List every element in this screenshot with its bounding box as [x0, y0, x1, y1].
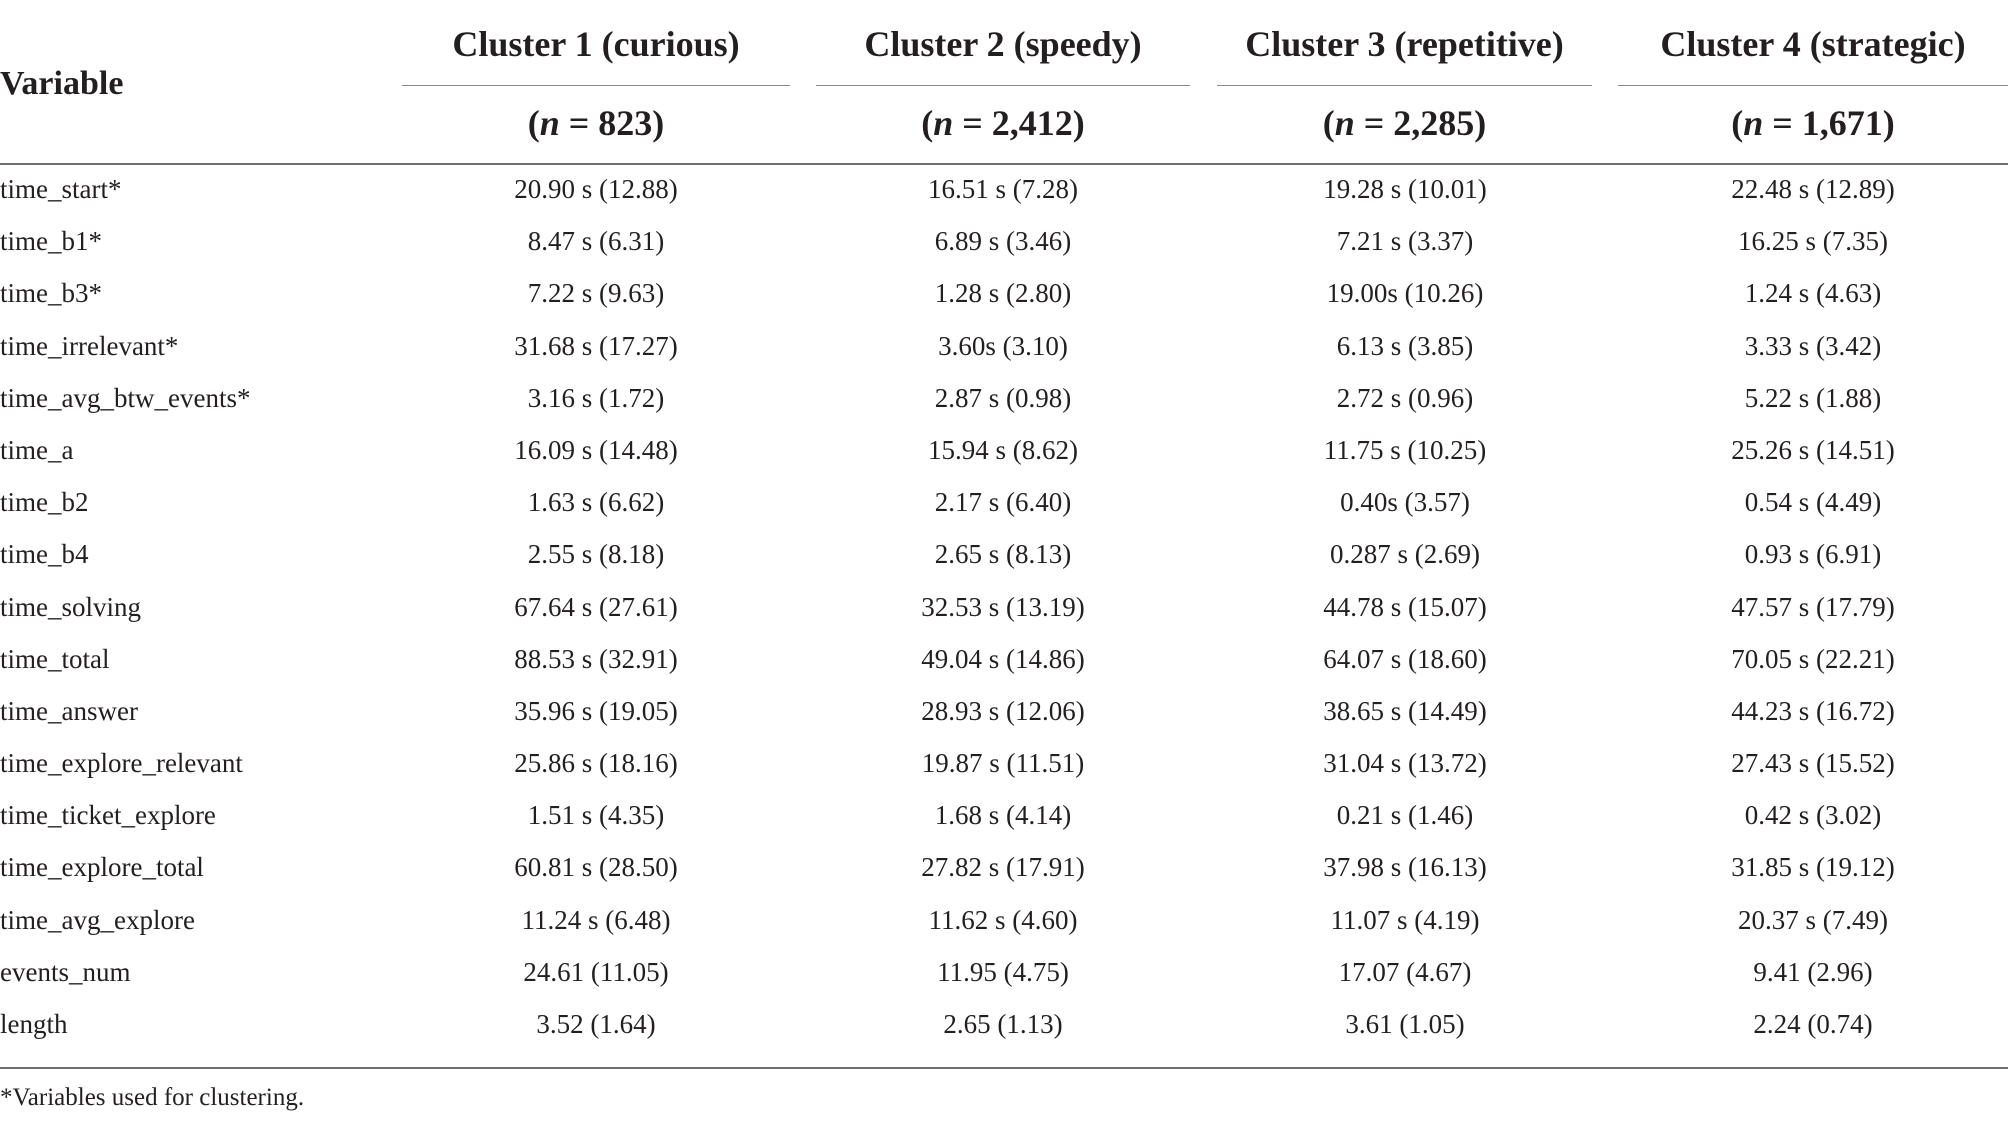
cell-cluster-3: 17.07 (4.67): [1338, 956, 1472, 987]
table-row: [0, 743, 2008, 795]
cell-cluster-4: 70.05 s (22.21): [1731, 643, 1895, 674]
table-row: [0, 1004, 2008, 1056]
table-row: [0, 795, 2008, 847]
cell-cluster-3: 3.61 (1.05): [1345, 1009, 1465, 1039]
cell-cluster-4: 44.23 s (16.72): [1731, 695, 1895, 726]
cell-cluster-3: 0.40s (3.57): [1340, 487, 1470, 518]
cell-cluster-2: 15.94 s (8.62): [928, 434, 1078, 465]
table-row: [0, 900, 2008, 952]
row-variable: time_answer: [0, 695, 138, 726]
row-variable: time_solving: [0, 591, 141, 622]
cell-cluster-2: 28.93 s (12.06): [921, 695, 1085, 726]
cell-cluster-3: 19.00s (10.26): [1326, 278, 1484, 309]
cell-cluster-4: 31.85 s (19.12): [1731, 852, 1895, 883]
table-row: [0, 639, 2008, 691]
table-row: [0, 587, 2008, 639]
table-header: [0, 0, 2008, 164]
header-underline: [1618, 85, 2008, 86]
row-variable: time_b3*: [0, 278, 102, 309]
cell-cluster-4: 20.37 s (7.49): [1738, 904, 1888, 935]
cell-cluster-2: 16.51 s (7.28): [928, 174, 1078, 204]
cell-cluster-3: 11.75 s (10.25): [1323, 434, 1487, 465]
table-row: [0, 430, 2008, 482]
table-body: [0, 169, 2008, 1056]
cell-cluster-1: 11.24 s (6.48): [521, 904, 671, 935]
table-row: [0, 273, 2008, 325]
cell-cluster-4: 9.41 (2.96): [1753, 956, 1873, 987]
row-variable: time_explore_total: [0, 852, 204, 883]
cell-cluster-3: 44.78 s (15.07): [1323, 591, 1487, 622]
cell-cluster-1: 7.22 s (9.63): [527, 278, 665, 309]
cell-cluster-1: 1.51 s (4.35): [527, 800, 665, 831]
table-row: [0, 534, 2008, 586]
row-variable: time_avg_btw_events*: [0, 382, 251, 413]
cell-cluster-2: 2.65 (1.13): [943, 1009, 1063, 1039]
row-variable: time_irrelevant*: [0, 330, 179, 361]
cell-cluster-2: 3.60s (3.10): [938, 330, 1068, 361]
row-variable: time_avg_explore: [0, 904, 195, 935]
row-variable: time_b2: [0, 487, 89, 518]
header-underline: [402, 85, 790, 86]
cell-cluster-4: 2.24 (0.74): [1753, 1009, 1873, 1039]
cell-cluster-3: 37.98 s (16.13): [1323, 852, 1487, 883]
cell-cluster-1: 60.81 s (28.50): [514, 852, 678, 883]
cell-cluster-2: 2.65 s (8.13): [934, 539, 1072, 570]
cell-cluster-4: 27.43 s (15.52): [1731, 748, 1895, 779]
cell-cluster-1: 67.64 s (27.61): [514, 591, 678, 622]
header-underline: [816, 85, 1190, 86]
cell-cluster-4: 5.22 s (1.88): [1744, 382, 1882, 413]
cell-cluster-2: 2.17 s (6.40): [934, 487, 1072, 518]
cell-cluster-4: 47.57 s (17.79): [1731, 591, 1895, 622]
cell-cluster-1: 20.90 s (12.88): [514, 174, 678, 204]
cell-cluster-4: 22.48 s (12.89): [1731, 174, 1895, 204]
table-row: [0, 169, 2008, 221]
cell-cluster-4: 25.26 s (14.51): [1731, 434, 1895, 465]
cell-cluster-3: 38.65 s (14.49): [1323, 695, 1487, 726]
cell-cluster-4: 0.42 s (3.02): [1744, 800, 1882, 831]
cell-cluster-4: 1.24 s (4.63): [1744, 278, 1882, 309]
cell-cluster-4: 3.33 s (3.42): [1744, 330, 1882, 361]
cell-cluster-1: 35.96 s (19.05): [514, 695, 678, 726]
row-variable: time_total: [0, 643, 110, 674]
cell-cluster-1: 2.55 s (8.18): [527, 539, 665, 570]
cell-cluster-1: 88.53 s (32.91): [514, 643, 678, 674]
row-variable: events_num: [0, 956, 131, 987]
cell-cluster-1: 31.68 s (17.27): [514, 330, 678, 361]
row-variable: time_b4: [0, 539, 89, 570]
table-row: [0, 847, 2008, 899]
cell-cluster-1: 25.86 s (18.16): [514, 748, 678, 779]
cell-cluster-1: 8.47 s (6.31): [527, 226, 665, 257]
cell-cluster-3: 0.287 s (2.69): [1330, 539, 1480, 570]
cell-cluster-2: 1.68 s (4.14): [934, 800, 1072, 831]
cell-cluster-3: 19.28 s (10.01): [1323, 174, 1487, 204]
cell-cluster-2: 11.95 (4.75): [937, 956, 1069, 987]
cell-cluster-1: 16.09 s (14.48): [514, 434, 678, 465]
cell-cluster-2: 2.87 s (0.98): [934, 382, 1072, 413]
cell-cluster-3: 6.13 s (3.85): [1336, 330, 1474, 361]
table-bottom-rule: [0, 1067, 2008, 1069]
cell-cluster-4: 16.25 s (7.35): [1738, 226, 1888, 257]
cell-cluster-4: 0.54 s (4.49): [1744, 487, 1882, 518]
header-cluster-n: (n = 2,285): [1322, 103, 1487, 143]
row-variable: length: [0, 1009, 68, 1039]
table-row: [0, 326, 2008, 378]
header-variable: Variable: [0, 65, 124, 102]
row-variable: time_explore_relevant: [0, 748, 243, 779]
cell-cluster-3: 11.07 s (4.19): [1330, 904, 1480, 935]
header-cluster-name: Cluster 4 (strategic): [1660, 24, 1966, 64]
cell-cluster-4: 0.93 s (6.91): [1744, 539, 1882, 570]
cell-cluster-2: 49.04 s (14.86): [921, 643, 1085, 674]
cell-cluster-1: 3.52 (1.64): [536, 1009, 656, 1039]
cell-cluster-2: 6.89 s (3.46): [934, 226, 1072, 257]
cell-cluster-2: 1.28 s (2.80): [934, 278, 1072, 309]
cell-cluster-1: 1.63 s (6.62): [527, 487, 665, 518]
cell-cluster-2: 27.82 s (17.91): [921, 852, 1085, 883]
header-cluster-n: (n = 2,412): [921, 103, 1085, 143]
cell-cluster-2: 32.53 s (13.19): [921, 591, 1085, 622]
row-variable: time_ticket_explore: [0, 800, 216, 831]
table-row: [0, 952, 2008, 1004]
header-underline: [1217, 85, 1592, 86]
cell-cluster-3: 7.21 s (3.37): [1336, 226, 1474, 257]
cell-cluster-3: 2.72 s (0.96): [1336, 382, 1474, 413]
cell-cluster-3: 64.07 s (18.60): [1323, 643, 1487, 674]
table-row: [0, 482, 2008, 534]
header-cluster-name: Cluster 2 (speedy): [864, 24, 1142, 64]
cell-cluster-1: 3.16 s (1.72): [527, 382, 665, 413]
header-cluster-n: (n = 1,671): [1731, 103, 1895, 143]
cell-cluster-1: 24.61 (11.05): [523, 956, 669, 987]
header-cluster-name: Cluster 3 (repetitive): [1245, 24, 1564, 64]
header-cluster-name: Cluster 1 (curious): [452, 24, 740, 64]
table-row: [0, 378, 2008, 430]
row-variable: time_start*: [0, 174, 122, 204]
cell-cluster-3: 0.21 s (1.46): [1336, 800, 1474, 831]
table-row: [0, 221, 2008, 273]
row-variable: time_b1*: [0, 226, 102, 257]
table-footnote: *Variables used for clustering.: [0, 1084, 305, 1111]
row-variable: time_a: [0, 434, 74, 465]
header-cluster-n: (n = 823): [527, 103, 665, 143]
cell-cluster-2: 11.62 s (4.60): [928, 904, 1078, 935]
table-row: [0, 691, 2008, 743]
header-bottom-rule: [0, 163, 2008, 165]
cell-cluster-3: 31.04 s (13.72): [1323, 748, 1487, 779]
cell-cluster-2: 19.87 s (11.51): [921, 748, 1085, 779]
